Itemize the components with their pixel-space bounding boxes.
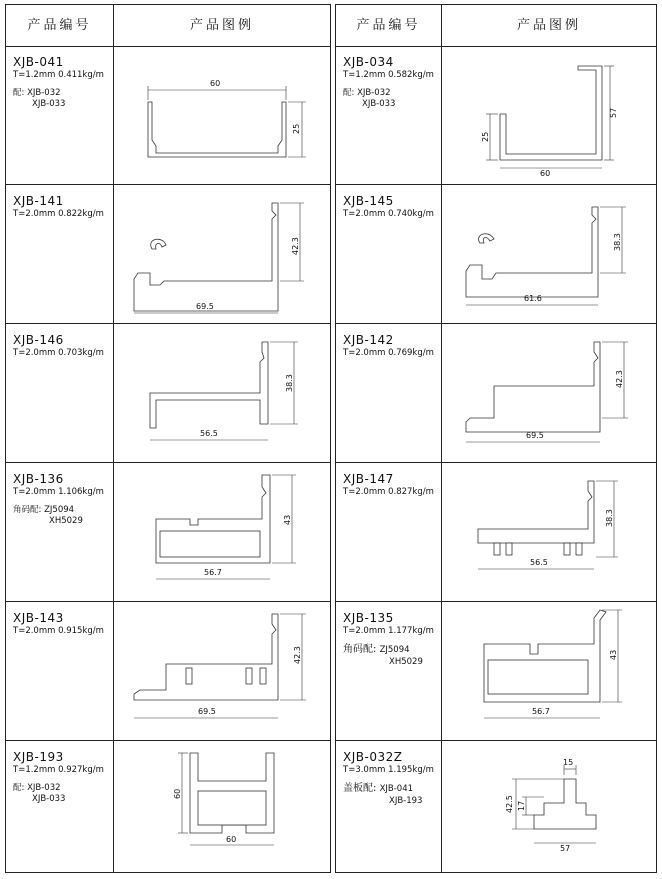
dimension-label: 61.6	[524, 294, 542, 303]
product-row	[6, 602, 330, 741]
accessory-list	[13, 88, 65, 110]
product-row	[6, 463, 330, 602]
product-spec: T=3.0mm 1.195kg/m	[343, 765, 434, 775]
product-code: XJB-034	[343, 55, 394, 69]
dimension-label: 69.5	[526, 431, 544, 440]
product-code: XJB-032Z	[343, 750, 403, 764]
accessory-item: XJB-032	[357, 88, 391, 98]
product-spec: T=2.0mm 0.827kg/m	[343, 487, 434, 497]
dimension-label: 17	[517, 800, 526, 811]
product-row	[336, 741, 656, 879]
header-code: 产品编号	[356, 18, 421, 33]
accessory-label: 配:	[13, 783, 25, 793]
dimension-label: 60	[226, 835, 237, 844]
dimension-label: 25	[481, 131, 490, 142]
accessory-list	[343, 644, 423, 668]
dimension-label: 56.5	[530, 558, 548, 567]
product-spec: T=1.2mm 0.582kg/m	[343, 70, 434, 80]
profile-drawing	[454, 189, 654, 319]
product-code: XJB-135	[343, 611, 394, 625]
profile-drawing	[126, 745, 326, 875]
product-code: XJB-147	[343, 472, 394, 486]
product-row	[6, 741, 330, 879]
accessory-item: XJB-033	[362, 99, 396, 109]
dimension-label: 69.5	[198, 707, 216, 716]
product-code: XJB-136	[13, 472, 64, 486]
profile-drawing	[126, 467, 326, 597]
accessory-item: XH5029	[389, 657, 423, 667]
accessory-item: XJB-193	[389, 796, 423, 806]
product-code: XJB-041	[13, 55, 64, 69]
accessory-item: XJB-033	[32, 794, 66, 804]
profile-drawing	[454, 745, 654, 875]
product-spec: T=1.2mm 0.411kg/m	[13, 70, 104, 80]
product-row	[336, 46, 656, 185]
product-spec: T=2.0mm 1.177kg/m	[343, 626, 434, 636]
accessory-item: ZJ5094	[379, 645, 410, 655]
accessory-label: 配:	[343, 88, 355, 98]
dimension-label: 42.3	[293, 646, 302, 664]
product-spec: T=2.0mm 0.915kg/m	[13, 626, 104, 636]
product-code: XJB-146	[13, 333, 64, 347]
profile-drawing	[126, 189, 326, 319]
dimension-label: 69.5	[196, 302, 214, 311]
dimension-label: 42.5	[505, 795, 514, 813]
profile-drawing	[454, 467, 654, 597]
dimension-label: 42.3	[615, 370, 624, 388]
right-product-table	[335, 4, 657, 873]
accessory-item: XJB-032	[27, 88, 61, 98]
header-image: 产品图例	[189, 18, 254, 33]
product-row	[336, 602, 656, 741]
product-row	[6, 46, 330, 185]
accessory-item: XJB-041	[379, 784, 414, 794]
dimension-label: 42.3	[291, 237, 300, 255]
accessory-list	[13, 783, 65, 805]
accessory-list	[343, 88, 395, 110]
accessory-label: 角码配:	[13, 505, 42, 515]
dimension-label: 57	[609, 107, 618, 118]
dimension-label: 25	[292, 123, 301, 134]
product-code: XJB-142	[343, 333, 394, 347]
product-spec: T=1.2mm 0.927kg/m	[13, 765, 104, 775]
product-spec: T=2.0mm 0.822kg/m	[13, 209, 104, 219]
accessory-label: 角码配:	[343, 644, 377, 655]
accessory-list	[343, 783, 422, 807]
product-row	[336, 463, 656, 602]
table-header	[6, 5, 330, 47]
accessory-item: XH5029	[49, 516, 83, 526]
product-code: XJB-193	[13, 750, 64, 764]
product-code: XJB-145	[343, 194, 394, 208]
profile-drawing	[126, 50, 326, 180]
profile-drawing	[126, 606, 326, 736]
product-code: XJB-141	[13, 194, 64, 208]
dimension-label: 56.5	[200, 429, 218, 438]
dimension-label: 60	[173, 788, 182, 799]
profile-drawing	[454, 50, 654, 180]
accessory-list	[13, 505, 83, 527]
profile-drawing	[454, 328, 654, 458]
left-product-table	[5, 4, 331, 873]
product-row	[336, 185, 656, 324]
product-spec: T=2.0mm 0.740kg/m	[343, 209, 434, 219]
dimension-label: 38.3	[613, 233, 622, 251]
profile-drawing	[454, 606, 654, 736]
table-header	[336, 5, 656, 47]
accessory-label: 配:	[13, 88, 25, 98]
product-spec: T=2.0mm 1.106kg/m	[13, 487, 104, 497]
dimension-label: 38.3	[605, 509, 614, 527]
product-code: XJB-143	[13, 611, 64, 625]
accessory-item: XJB-032	[27, 783, 61, 793]
dimension-label: 56.7	[532, 707, 550, 716]
dimension-label: 43	[609, 649, 618, 660]
dimension-label: 56.7	[204, 568, 222, 577]
product-spec: T=2.0mm 0.769kg/m	[343, 348, 434, 358]
accessory-item: XJB-033	[32, 99, 66, 109]
dimension-label: 15	[563, 758, 574, 767]
dimension-label: 43	[283, 514, 292, 525]
dimension-label: 60	[210, 79, 221, 88]
product-row	[6, 324, 330, 463]
header-code: 产品编号	[27, 18, 92, 33]
dimension-label: 60	[540, 169, 551, 178]
dimension-label: 57	[560, 844, 571, 853]
accessory-item: ZJ5094	[44, 505, 75, 515]
accessory-label: 盖板配:	[343, 783, 377, 794]
product-row	[336, 324, 656, 463]
product-spec: T=2.0mm 0.703kg/m	[13, 348, 104, 358]
header-image: 产品图例	[516, 18, 581, 33]
dimension-label: 38.3	[285, 374, 294, 392]
profile-drawing	[126, 328, 326, 458]
product-row	[6, 185, 330, 324]
